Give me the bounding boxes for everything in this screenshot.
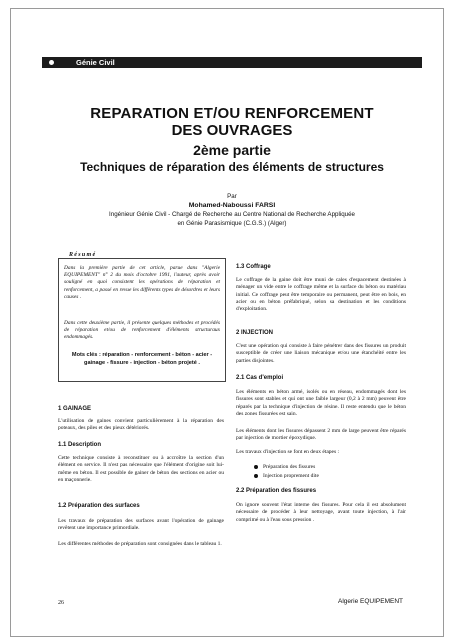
heading-cas-emploi: 2.1 Cas d'emploi <box>236 375 284 381</box>
paragraph-coffrage: Le coffrage de la gaine doit être muni de cales d'espacement destinées à ménager un vide entre le coffrage même et la surface du béton ou matériau initial. Ce coffrage peut être temporaire ou permanent, peut être en bois, en acier ou en béton préfabriqué, selon sa destination et les conditions d'exploitation. <box>236 277 406 313</box>
section-label: Génie Civil <box>76 58 115 67</box>
paragraph-preparation-1: Les travaux de préparation des surfaces avant l'opération de gainage revêtent une importance primordiale. <box>58 518 224 532</box>
paragraph-injection: C'est une opération qui consiste à faire pénétrer dans des fissures un produit susceptible de créer une liaison mécanique et/ou une étanchéité entre les parties disjointes. <box>236 343 406 364</box>
abstract-paragraph-2: Dans cette deuxième partie, il présente quelques méthodes et procédés de réparation et/ou de renforcement d'éléments structuraux endommagés. <box>64 320 220 341</box>
abstract-paragraph-1: Dans la première partie de cet article, parue dans "Algerie EQUIPEMENT" n° 2 du mois d'octobre 1991, l'auteur, après avoir souligné en quoi consistent les opérations de réparation et renforcement, a passé en revue les différents types de désordres et leurs causes . <box>64 265 220 300</box>
paragraph-description: Cette technique consiste à reconstituer ou à accroître la section d'un élément en service. Il n'est pas nécessaire que l'élément d'origine soit lui-même en béton. Il est possible de gainer de béton des sections en acier ou en maçonnerie. <box>58 455 224 483</box>
author-name: Mohamed-Naboussi FARSI <box>188 202 276 209</box>
bullet-dot-icon <box>49 60 54 65</box>
author-affiliation-1: Ingénieur Génie Civil - Chargé de Recherche au Centre National de Recherche Appliquée <box>109 211 355 218</box>
list-item: Préparation des fissures <box>254 463 319 472</box>
section-banner <box>42 57 422 68</box>
heading-preparation-fissures: 2.2 Préparation des fissures <box>236 488 317 494</box>
paragraph-etapes: Les travaux d'injection se font en deux étapes : <box>236 449 340 455</box>
paragraph-preparation-fissures: On ignore souvent l'état interne des fissures. Pour cela il est absolument nécessaire de procéder à leur nettoyage, avant toute injection, à l'air comprimé ou à l'eau sous pression . <box>236 502 406 523</box>
keywords: Mots clés : réparation - renforcement - béton - acier - gainage - fissure - injection - béton projeté . <box>71 352 213 366</box>
paragraph-cas-emploi-1: Les éléments en béton armé, isolés ou en réseau, endommagés dont les fissures sont stables et qui ont une faible largeur (0,2 à 2 mm) peuvent être réparés par la technique d'injection de résine. Il reste entendu que le béton des zones fissurées est sain. <box>236 389 406 417</box>
page-number: 26 <box>58 600 64 606</box>
paragraph-cas-emploi-2: Les éléments dont les fissures dépassent 2 mm de large peuvent être réparés par injection de mortier époxydique. <box>236 428 406 442</box>
paragraph-gainage: L'utilisation de gaines convient particulièrement à la réparation des poteaux, des piles et des pieux détériorés. <box>58 418 224 432</box>
abstract-heading: Résumé <box>66 252 99 258</box>
title-part: 2ème partie <box>193 142 271 158</box>
list-item: Injection proprement dite <box>254 472 319 481</box>
journal-name: Algerie EQUIPEMENT <box>338 598 404 605</box>
subtitle: Techniques de réparation des éléments de structures <box>80 160 384 174</box>
heading-description: 1.1 Description <box>58 442 102 448</box>
paragraph-preparation-2: Les différentes méthodes de préparation sont consignées dans le tableau 1. <box>58 541 222 547</box>
author-affiliation-2: en Génie Parasismique (C.G.S.) (Alger) <box>177 220 287 227</box>
steps-list <box>254 463 319 481</box>
title-line-2: DES OUVRAGES <box>171 122 293 139</box>
heading-gainage: 1 GAINAGE <box>58 406 92 412</box>
author-by: Par <box>227 193 237 200</box>
heading-injection: 2 INJECTION <box>236 330 274 336</box>
title-line-1: REPARATION ET/OU RENFORCEMENT <box>90 105 374 122</box>
heading-preparation-surfaces: 1.2 Préparation des surfaces <box>58 503 140 509</box>
heading-coffrage: 1.3 Coffrage <box>236 264 271 270</box>
